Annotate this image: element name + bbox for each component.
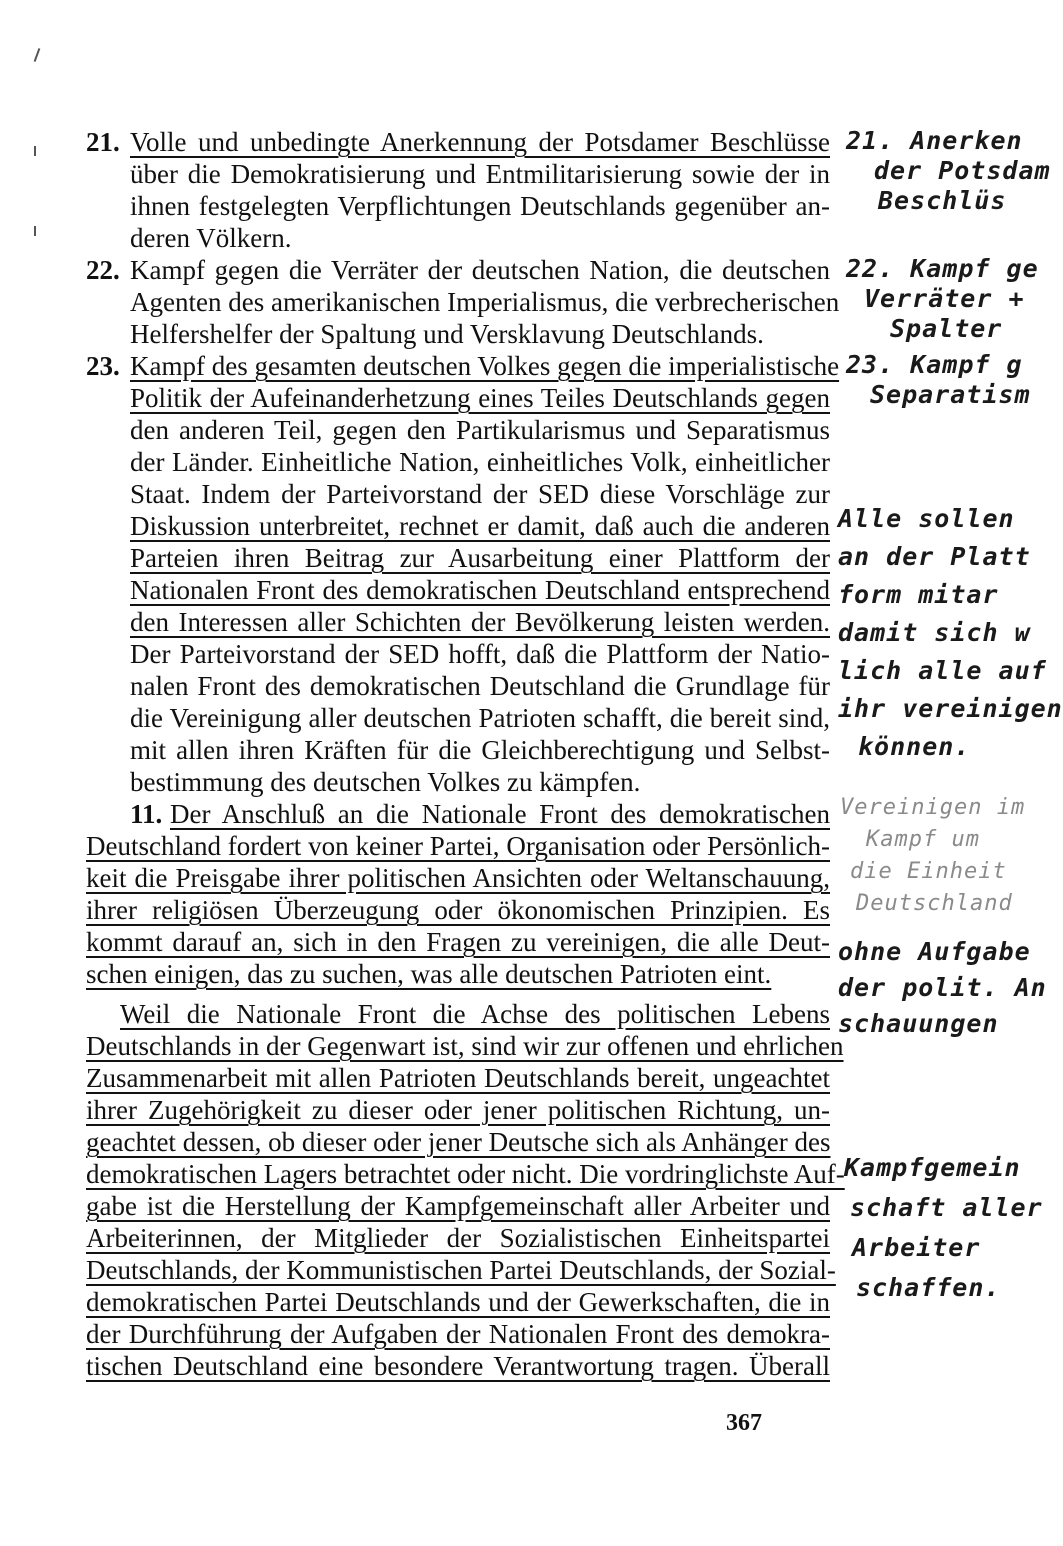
paragraph-2-line-6	[86, 1158, 845, 1190]
text-line: Volle und unbedingte Anerkennung der Potsdamer Beschlüsse	[130, 127, 830, 157]
margin-note-line: Arbeiter	[852, 1233, 981, 1262]
paragraph-2-line-7	[86, 1190, 830, 1222]
margin-note-line: damit sich w	[838, 618, 1031, 647]
text-line: Kampf gegen die Verräter der deutschen Nation, die deutschen	[130, 255, 830, 285]
section-11-line-4	[86, 894, 830, 926]
margin-note-22	[846, 254, 1039, 344]
margin-note-line: schauungen	[838, 1009, 999, 1038]
section-11-line-6	[86, 958, 771, 990]
margin-note-ohne-aufgabe	[838, 934, 1047, 1042]
margin-note-line: Kampfgemein	[844, 1153, 1021, 1182]
margin-note-line: Deutschland	[856, 891, 1013, 916]
margin-note-line: Spalter	[890, 314, 1003, 343]
item-23-line-3	[130, 414, 830, 446]
margin-note-line: Separatism	[870, 380, 1031, 409]
section-11-line-1	[170, 798, 830, 830]
paragraph-2-line-4	[86, 1094, 830, 1126]
text-line: den Interessen aller Schichten der Bevölkerung leisten werden.	[130, 607, 830, 637]
text-line: bestimmung des deutschen Volkes zu kämpfen.	[130, 767, 641, 797]
margin-note-line: Alle sollen	[838, 504, 1015, 533]
item-22-line-2	[130, 286, 840, 318]
text-line: Der Parteivorstand der SED hofft, daß die Plattform der Natio-	[130, 639, 830, 669]
section-11-line-3	[86, 862, 830, 894]
margin-note-23	[846, 350, 1031, 410]
margin-note-line: schaft aller	[850, 1193, 1043, 1222]
item-23-line-8	[130, 574, 830, 606]
item-23-line-5	[130, 478, 830, 510]
item-22-line-3	[130, 318, 764, 350]
text-line: die Vereinigung aller deutschen Patrioten schafft, die bereit sind,	[130, 703, 830, 733]
paragraph-2-line-3	[86, 1062, 830, 1094]
margin-note-line: 23. Kampf g	[846, 350, 1023, 379]
paragraph-2-line-2	[86, 1030, 844, 1062]
text-line: Helfershelfer der Spaltung und Versklavung Deutschlands.	[130, 319, 764, 349]
item-23-line-14	[130, 766, 640, 798]
text-line: demokratischen Partei Deutschlands und der Gewerkschaften, die in	[86, 1287, 830, 1317]
text-line: deren Völkern.	[130, 223, 292, 253]
scan-mark	[34, 226, 36, 236]
item-23-line-10	[130, 638, 830, 670]
text-line: Deutschlands in der Gegenwart ist, sind wir zur offenen und ehrlichen	[86, 1031, 844, 1061]
text-line: demokratischen Lagers betrachtet oder nicht. Die vordringlichste Auf-	[86, 1159, 845, 1189]
item-21-line-3	[130, 190, 830, 222]
text-line: Diskussion unterbreitet, rechnet er damit, daß auch die anderen	[130, 511, 830, 541]
item-22-line-1	[130, 254, 830, 286]
paragraph-2-line-8	[86, 1222, 830, 1254]
text-line: tischen Deutschland eine besondere Verantwortung tragen. Überall	[86, 1351, 830, 1381]
paragraph-2-line-10	[86, 1286, 830, 1318]
margin-note-line: Verräter +	[864, 284, 1025, 313]
item-23-line-11	[130, 670, 830, 702]
text-line: Arbeiterinnen, der Mitglieder der Sozialistischen Einheitspartei	[86, 1223, 830, 1253]
paragraph-2-line-11	[86, 1318, 830, 1350]
item-23-line-6	[130, 510, 830, 542]
scan-mark	[34, 48, 41, 62]
margin-note-kampfgemeinschaft	[844, 1148, 1043, 1308]
margin-note-line: schaffen.	[856, 1273, 1001, 1302]
section-11-line-5	[86, 926, 830, 958]
margin-note-vereinigen	[840, 792, 1025, 920]
margin-note-line: 21. Anerken	[846, 126, 1023, 155]
margin-note-line: der polit. An	[838, 973, 1047, 1002]
text-line: Politik der Aufeinanderhetzung eines Teiles Deutschlands gegen	[130, 383, 830, 413]
text-line: Parteien ihren Beitrag zur Ausarbeitung einer Plattform der	[130, 543, 830, 573]
margin-note-line: an der Platt	[838, 542, 1031, 571]
item-21-line-4	[130, 222, 291, 254]
text-line: geachtet dessen, ob dieser oder jener Deutsche sich als Anhänger des	[86, 1127, 831, 1157]
item-23-line-4	[130, 446, 830, 478]
margin-note-line: form mitar	[838, 580, 999, 609]
page-number: 367	[726, 1410, 762, 1436]
text-line: kommt darauf an, sich in den Fragen zu vereinigen, die alle Deut-	[86, 927, 830, 957]
text-line: Nationalen Front des demokratischen Deutschland entsprechend	[130, 575, 830, 605]
margin-note-21	[846, 126, 1051, 216]
margin-note-line: ihr vereinigen	[838, 694, 1063, 723]
item-number-23: 23.	[86, 351, 120, 381]
text-line: Zusammenarbeit mit allen Patrioten Deutschlands bereit, ungeachtet	[86, 1063, 830, 1093]
margin-note-line: Beschlüs	[878, 186, 1007, 215]
text-line: den anderen Teil, gegen den Partikularismus und Separatismus	[130, 415, 830, 445]
text-line: der Länder. Einheitliche Nation, einheitliches Volk, einheitlicher	[130, 447, 830, 477]
scan-mark	[34, 146, 36, 156]
text-line: Der Anschluß an die Nationale Front des demokratischen	[170, 799, 830, 829]
section-11-line-2	[86, 830, 830, 862]
item-23-line-7	[130, 542, 830, 574]
text-line: schen einigen, das zu suchen, was alle deutschen Patrioten eint.	[86, 959, 772, 989]
margin-note-line: die Einheit	[850, 859, 1007, 884]
item-23-line-12	[130, 702, 830, 734]
item-21-line-1	[130, 126, 830, 158]
margin-note-line: der Potsdam	[874, 156, 1051, 185]
text-line: Weil die Nationale Front die Achse des politischen Lebens	[120, 999, 830, 1029]
text-line: über die Demokratisierung und Entmilitarisierung sowie der in	[130, 159, 830, 189]
item-23-line-13	[130, 734, 830, 766]
item-23-line-9	[130, 606, 830, 638]
item-23-line-2	[130, 382, 830, 414]
item-number-21: 21.	[86, 127, 120, 157]
paragraph-2-line-12	[86, 1350, 830, 1382]
text-line: keit die Preisgabe ihrer politischen Ansichten oder Weltanschauung,	[86, 863, 830, 893]
text-line: ihrer religiösen Überzeugung oder ökonomischen Prinzipien. Es	[86, 895, 830, 925]
item-23-line-1	[130, 350, 840, 382]
margin-note-line: können.	[858, 732, 971, 761]
text-line: der Durchführung der Aufgaben der Nationalen Front des demokra-	[86, 1319, 830, 1349]
paragraph-2-line-1	[120, 998, 830, 1030]
text-line: mit allen ihren Kräften für die Gleichberechtigung und Selbst-	[130, 735, 830, 765]
text-line: Deutschlands, der Kommunistischen Partei Deutschlands, der Sozial-	[86, 1255, 836, 1285]
text-line: nalen Front des demokratischen Deutschland die Grundlage für	[130, 671, 830, 701]
paragraph-2-line-5	[86, 1126, 830, 1158]
paragraph-2-line-9	[86, 1254, 836, 1286]
margin-note-line: 22. Kampf ge	[846, 254, 1039, 283]
text-line: Staat. Indem der Parteivorstand der SED diese Vorschläge zur	[130, 479, 830, 509]
text-line: ihnen festgelegten Verpflichtungen Deutschlands gegenüber an-	[130, 191, 830, 221]
margin-note-line: Vereinigen im	[840, 795, 1026, 820]
text-line: Kampf des gesamten deutschen Volkes gegen die imperialistische	[130, 351, 840, 381]
margin-note-line: ohne Aufgabe	[838, 937, 1031, 966]
section-number-11: 11.	[130, 799, 163, 829]
item-21-line-2	[130, 158, 830, 190]
margin-note-alle-sollen	[838, 500, 1063, 766]
item-number-22: 22.	[86, 255, 120, 285]
text-line: gabe ist die Herstellung der Kampfgemeinschaft aller Arbeiter und	[86, 1191, 830, 1221]
margin-note-line: Kampf um	[866, 827, 980, 852]
text-line: Agenten des amerikanischen Imperialismus, die verbrecherischen	[130, 287, 840, 317]
text-line: ihrer Zugehörigkeit zu dieser oder jener politischen Richtung, un-	[86, 1095, 830, 1125]
text-line: Deutschland fordert von keiner Partei, Organisation oder Persönlich-	[86, 831, 830, 861]
margin-note-line: lich alle auf	[838, 656, 1047, 685]
